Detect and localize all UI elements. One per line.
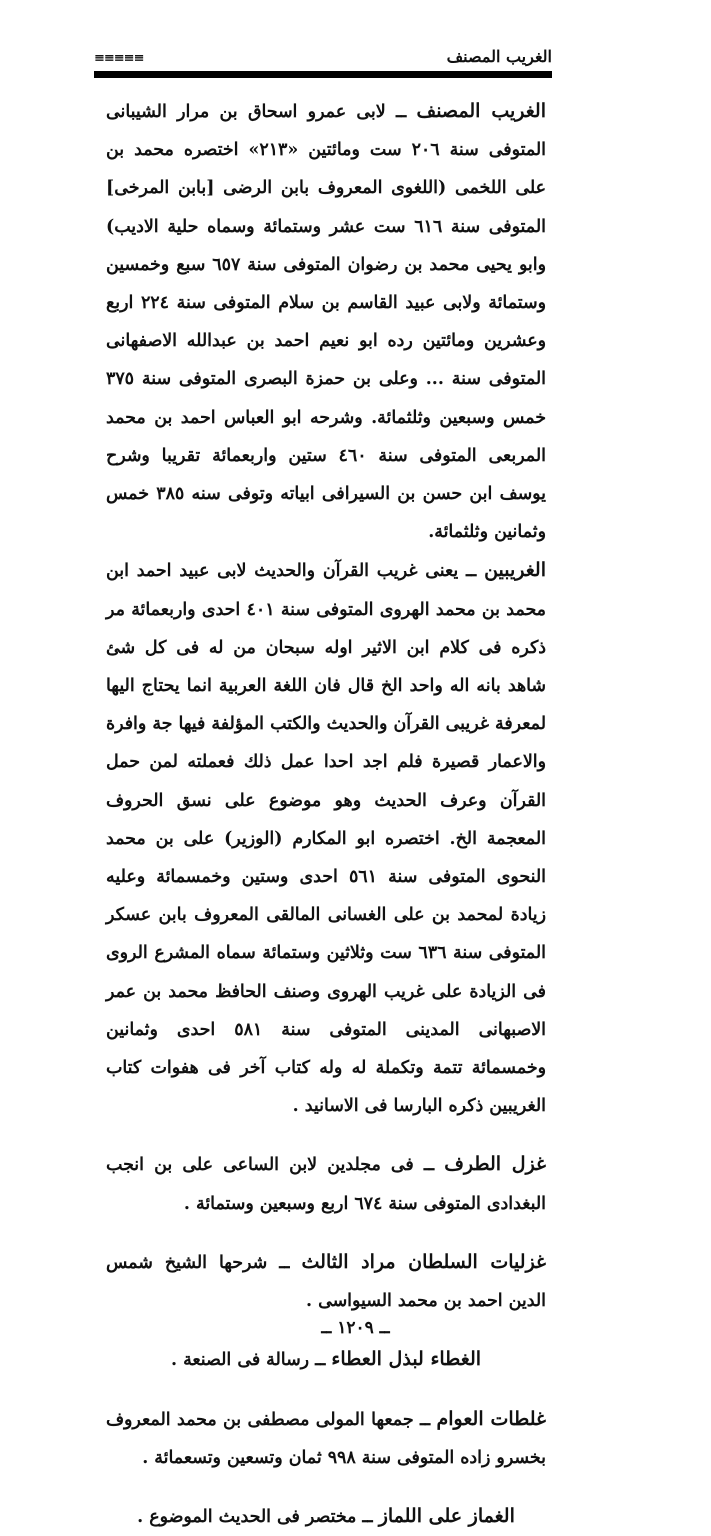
entry-headword: الغماز على اللماز: [378, 1504, 515, 1527]
header-ornament: ≡≡≡≡≡: [94, 51, 144, 66]
entry-text: ــ مختصر فى الحديث الموضوع .: [137, 1506, 373, 1527]
entry-text: ــ رسالة فى الصنعة .: [170, 1350, 326, 1371]
entry-ghazaliyat-murad: [106, 1243, 546, 1320]
entry-ghazal-al-tarf: [106, 1145, 546, 1222]
running-title: الغريب المصنف: [446, 47, 552, 66]
entry-al-gharibayn: [106, 551, 546, 1125]
entry-ghalatat-al-awam: [106, 1400, 546, 1477]
page-number: ــ ١٢٠٩ ــ: [321, 1318, 390, 1338]
entry-text: ــ جمعها المولى مصطفى بن محمد المعروف بخسرو زاده المتوفى سنة ٩٩٨ ثمان وتسعين وتسعمائة .: [106, 1409, 546, 1468]
entry-al-ghita: [106, 1340, 546, 1379]
entry-headword: غزل الطرف: [444, 1153, 546, 1176]
entry-al-gharib-al-musannaf: [106, 92, 546, 551]
entry-text: ــ شرحها الشيخ شمس الدين احمد بن محمد السيواسى .: [106, 1252, 546, 1312]
entry-headword: غلطات العوام: [436, 1407, 546, 1430]
page-header: [94, 40, 552, 66]
entry-headword: الغطاء لبذل العطاء: [331, 1348, 482, 1371]
entry-headword: الغريب المصنف: [416, 100, 547, 122]
entry-text: ــ فى مجلدين لابن الساعى على بن انجب البغدادى المتوفى سنة ٦٧٤ اربع وسبعين وستمائة .: [106, 1155, 546, 1214]
entry-headword: الغريبين: [484, 559, 546, 582]
entry-text: ــ لابى عمرو اسحاق بن مرار الشيبانى المتوفى سنة ٢٠٦ ست ومائتين «٢١٣» اختصره محمد بن على اللخمى (اللغوى المعروف بابن الرضى [بابن المرخى] المتوفى سنة ٦١٦ ست عشر وستمائة وسماه حلية الاديب) وابو يحيى محمد بن رضوان المتوفى سنة ٦٥٧ سبع وخمسين وستمائة ولابى عبيد القاسم بن سلام المتوفى سنة ٢٢٤ اربع وعشرين ومائتين رده ابو نعيم احمد بن عبدالله الاصفهانى المتوفى سنة ... وعلى بن حمزة البصرى المتوفى سنة ٣٧٥ خمس وسبعين وثلثمائة. وشرحه ابو العباس احمد بن محمد المربعى المتوفى سنة ٤٦٠ ستين واربعمائة تقريبا وشرح يوسف ابن حسن بن السيرافى ابياته وتوفى سنه ٣٨٥ خمس وثمانين وثلثمائة.: [106, 102, 546, 543]
entry-al-ghammaz: [106, 1497, 546, 1536]
header-rule: [94, 71, 552, 78]
entry-headword: غزليات السلطان مراد الثالث: [301, 1250, 546, 1273]
entry-text: ــ يعنى غريب القرآن والحديث لابى عبيد احمد ابن محمد بن محمد الهروى المتوفى سنة ٤٠١ احدى واربعمائة مر ذكره فى كلام ابن الاثير اوله سبحان من له فى كل شئ شاهد بانه اله واحد الخ قال فان اللغة العربية انما يحتاج اليها لمعرفة غريبى القرآن والحديث والكتب المؤلفة فيها جة وافرة والاعمار قصيرة فلم اجد احدا عمل ذلك فعملته لمن حمل القرآن وعرف الحديث وهو موضوع على نسق الحروف المعجمة الخ. اختصره ابو المكارم (الوزير) على بن محمد النحوى المتوفى سنة ٥٦١ احدى وستين وخمسمائة وعليه زيادة لمحمد بن على الغسانى المالقى المعروف بابن عسكر المتوفى سنة ٦٣٦ ست وثلاثين وستمائة سماه المشرع الروى فى الزيادة على غريب الهروى وصنف الحافظ محمد بن عمر الاصبهانى المدينى المتوفى سنة ٥٨١ احدى وثمانين وخمسمائة تتمة وتكملة له وله كتاب آخر فى هفوات كتاب الغريبين ذكره البارسا فى الاسانيد .: [106, 561, 546, 1117]
